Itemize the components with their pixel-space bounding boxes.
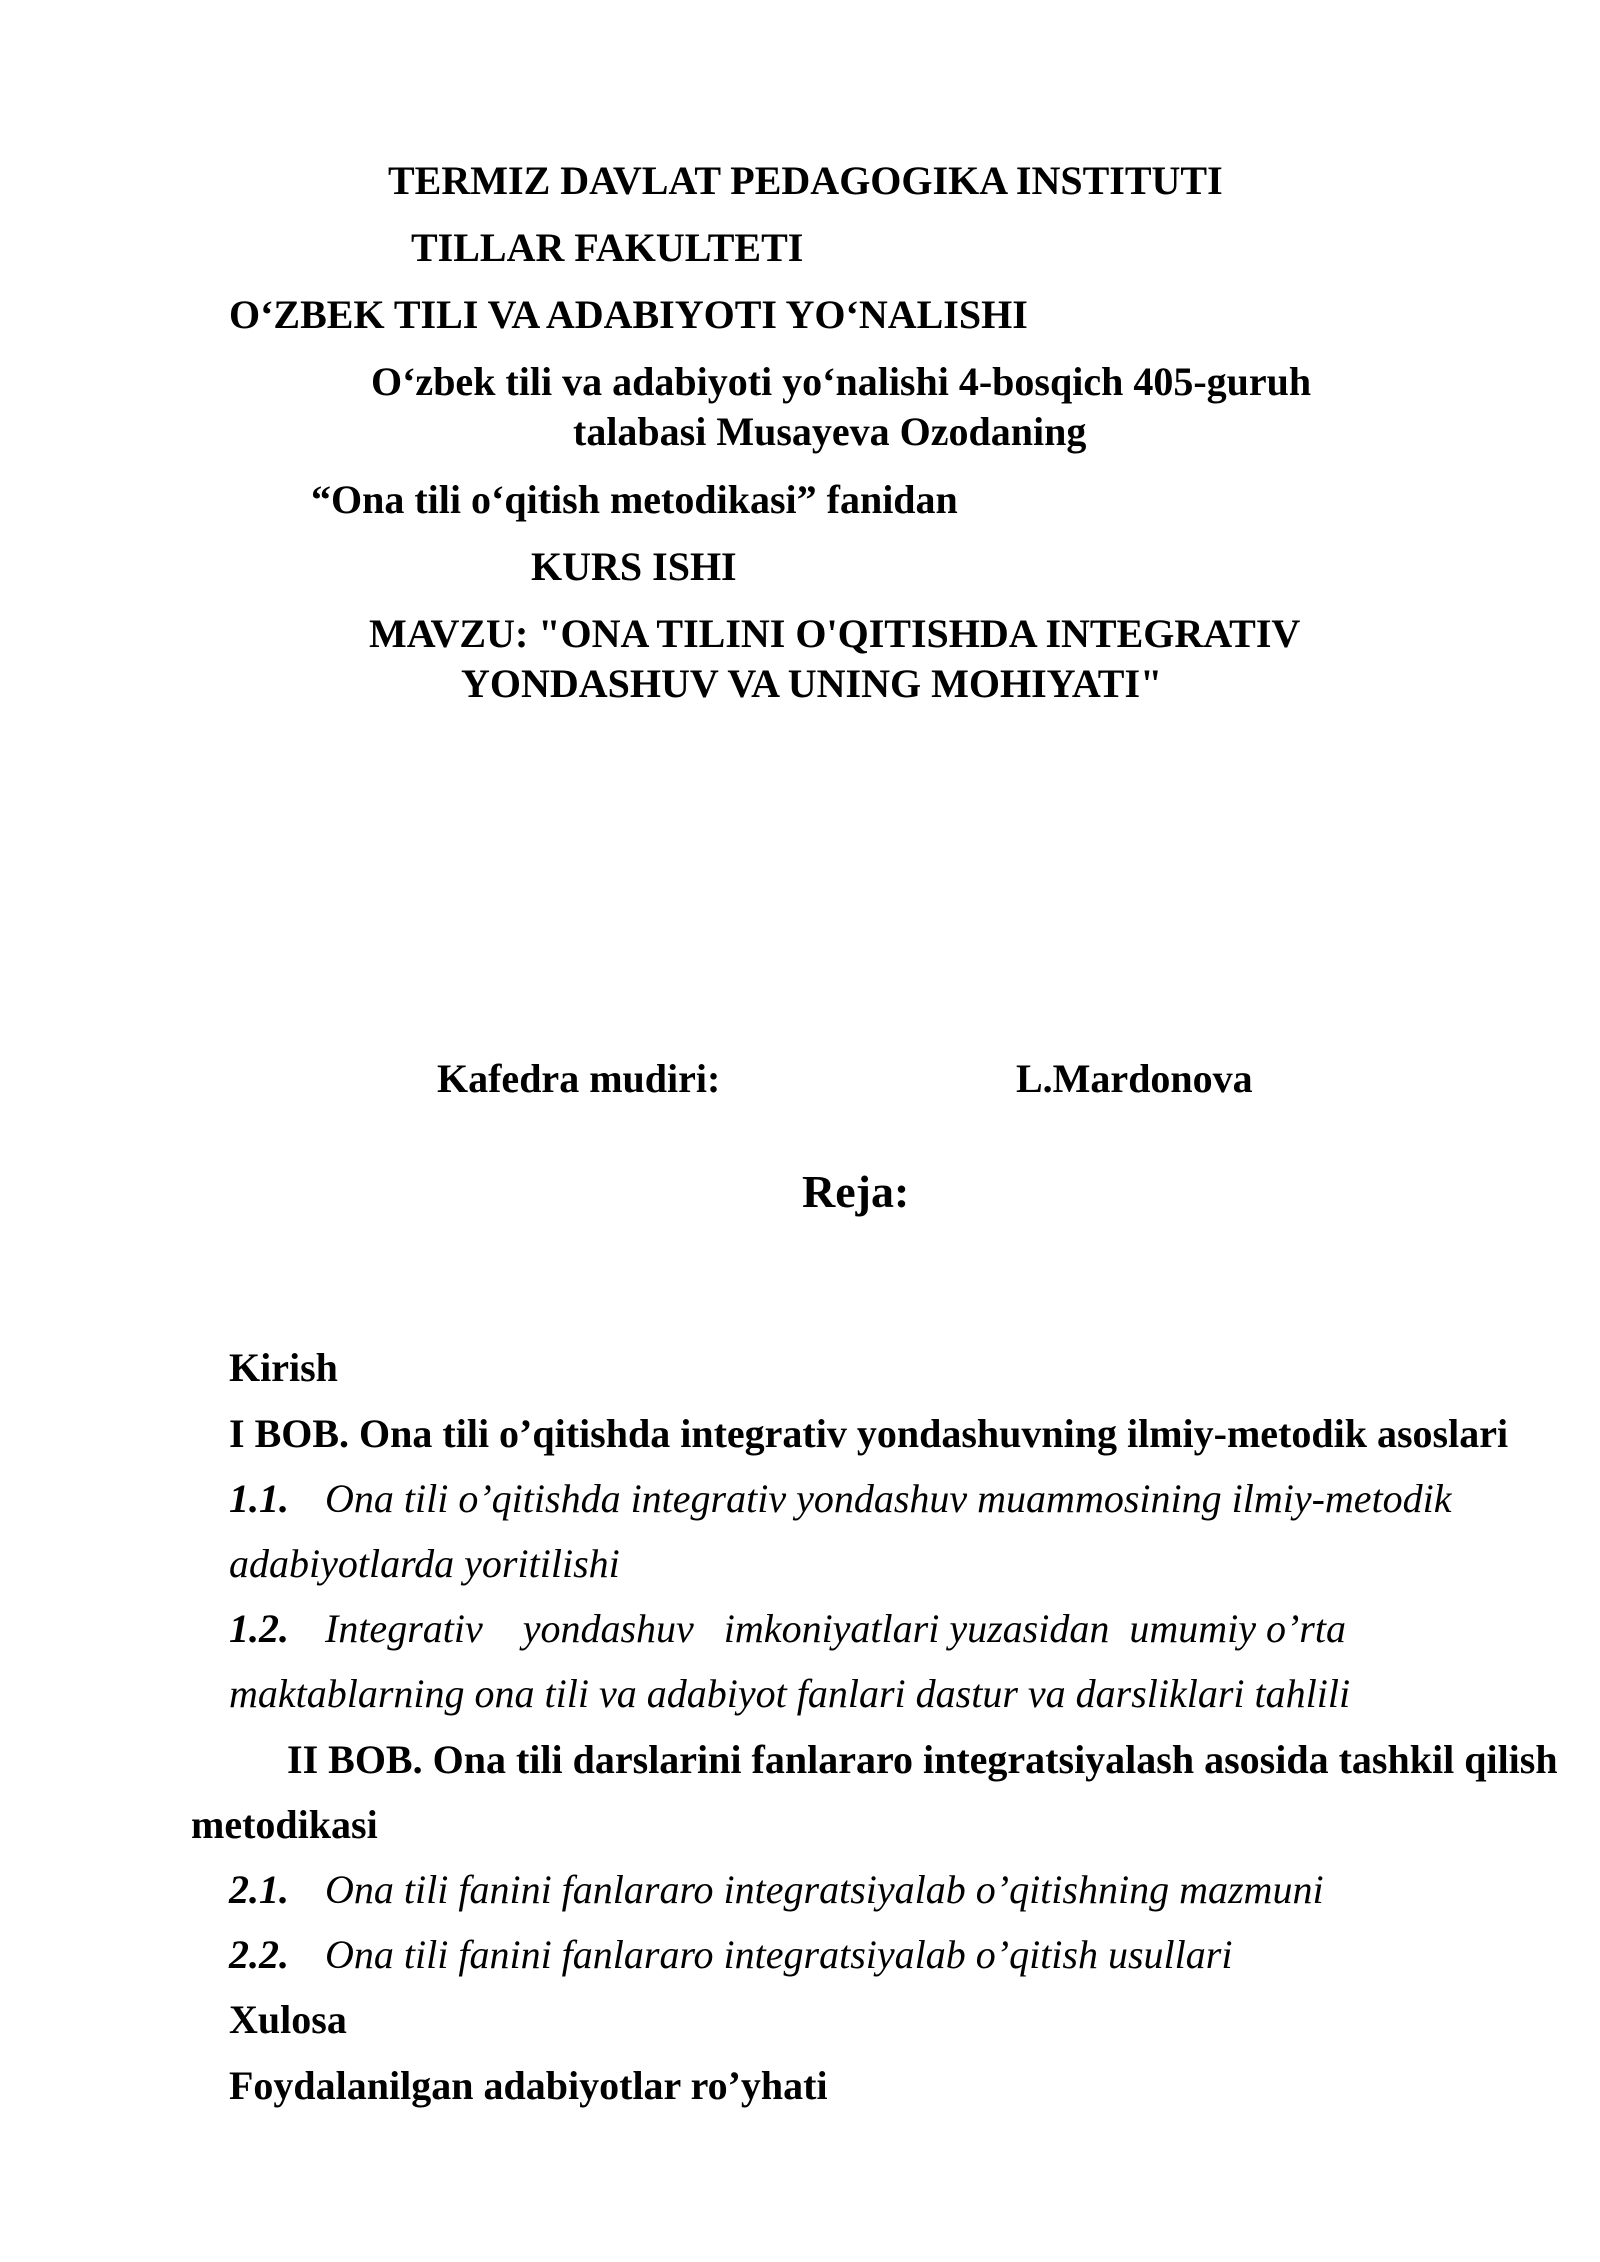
plan-item-references: Foydalanilgan adabiyotlar ro’yhati xyxy=(229,2063,828,2108)
section-text: Ona tili fanini fanlararo integratsiyalab o’qitish usullari xyxy=(325,1932,1233,1977)
plan-item-chapter-2-cont: metodikasi xyxy=(191,1802,378,1847)
direction-name: O‘ZBEK TILI VA ADABIYOTI YO‘NALISHI xyxy=(229,292,1028,337)
department-head-name: L.Mardonova xyxy=(1016,1056,1253,1101)
plan-item-chapter-2: II BOB. Ona tili darslarini fanlararo integratsiyalash asosida tashkil qilish xyxy=(287,1737,1558,1782)
student-line-1: O‘zbek tili va adabiyoti yo‘nalishi 4-bosqich 405-guruh xyxy=(371,359,1312,404)
subject-line: “Ona tili o‘qitish metodikasi” fanidan xyxy=(311,477,958,522)
plan-item-1-1 xyxy=(229,1476,1452,1522)
topic-line-1: MAVZU: "ONA TILINI O'QITISHDA INTEGRATIV xyxy=(369,611,1301,656)
section-number: 2.2. xyxy=(229,1932,289,1977)
plan-item-chapter-1: I BOB. Ona tili o’qitishda integrativ yondashuvning ilmiy-metodik asoslari xyxy=(229,1411,1509,1456)
plan-item-1-1-cont: adabiyotlarda yoritilishi xyxy=(229,1541,620,1586)
student-line-2: talabasi Musayeva Ozodaning xyxy=(573,409,1087,454)
plan-item-1-2 xyxy=(229,1606,1346,1652)
plan-item-2-2 xyxy=(229,1932,1232,1978)
plan-item-2-1 xyxy=(229,1867,1324,1913)
department-head-label: Kafedra mudiri: xyxy=(437,1056,721,1101)
section-number: 1.1. xyxy=(229,1476,289,1521)
plan-title: Reja: xyxy=(802,1166,910,1217)
faculty-name: TILLAR FAKULTETI xyxy=(411,225,804,270)
section-number: 1.2. xyxy=(229,1606,289,1651)
topic-line-2: YONDASHUV VA UNING MOHIYATI" xyxy=(461,661,1163,706)
plan-item-conclusion: Xulosa xyxy=(229,1997,347,2042)
plan-item-intro: Kirish xyxy=(229,1345,338,1390)
plan-item-1-2-cont: maktablarning ona tili va adabiyot fanlari dastur va darsliklari tahlili xyxy=(229,1671,1351,1716)
section-text: Ona tili o’qitishda integrativ yondashuv muammosining ilmiy-metodik xyxy=(325,1476,1452,1521)
institute-name: TERMIZ DAVLAT PEDAGOGIKA INSTITUTI xyxy=(388,158,1223,203)
section-number: 2.1. xyxy=(229,1867,289,1912)
section-text: Integrativ yondashuv imkoniyatlari yuzasidan umumiy o’rta xyxy=(325,1606,1346,1651)
work-type: KURS ISHI xyxy=(531,544,737,589)
section-text: Ona tili fanini fanlararo integratsiyalab o’qitishning mazmuni xyxy=(325,1867,1324,1912)
